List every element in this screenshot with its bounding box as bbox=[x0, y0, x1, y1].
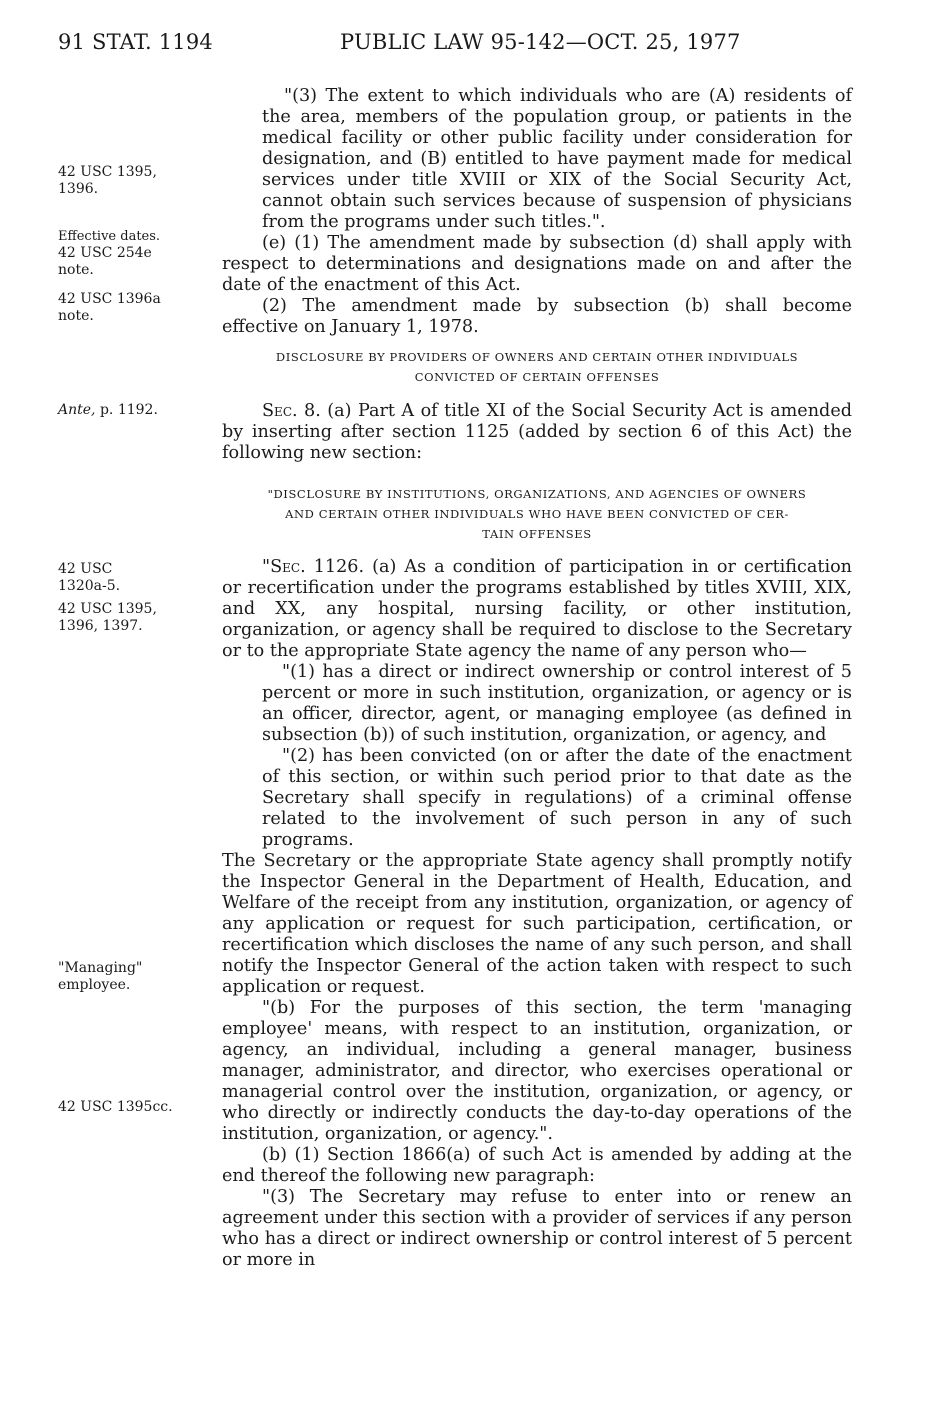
item-2: "(2) has been convicted (on or after the date of the enactment of this section, or within such period prior to that date as the Secretary shall specify in regulations) of a criminal offense related to the involvement of such person in any of such programs. bbox=[262, 746, 852, 850]
section-label: "Sec. bbox=[262, 557, 306, 577]
paragraph-3-extent: "(3) The extent to which individuals who are (A) residents of the area, members of the population group, or patients in the medical facility or other public facility under consideration for designation, and (B) entitled to have payment made for medical services under title XVIII or XIX of the Social Security Act, cannot obtain such services because of suspension of physicians from the programs under such titles.". bbox=[262, 86, 852, 232]
paragraph-b1: (b) (1) Section 1866(a) of such Act is amended by adding at the end thereof the following new paragraph: bbox=[222, 1145, 852, 1186]
margin-note-42usc254e bbox=[58, 245, 218, 279]
margin-note-ante-page: p. 1192. bbox=[95, 402, 158, 418]
margin-note-line: 42 USC 254e bbox=[58, 245, 152, 261]
margin-note-ante bbox=[58, 402, 218, 419]
margin-note-line: 42 USC 1395, bbox=[58, 601, 157, 617]
paragraph-e1: (e) (1) The amendment made by subsection (d) shall apply with respect to determinations and designations made on and after the date of the enactment of this Act. bbox=[222, 233, 852, 295]
body-block-1 bbox=[222, 86, 852, 338]
margin-note-line: note. bbox=[58, 308, 94, 324]
margin-note-line: 1396. bbox=[58, 181, 99, 197]
section-heading-disclosure bbox=[222, 347, 852, 387]
margin-note-42usc1320a5 bbox=[58, 561, 218, 595]
heading-line: TAIN OFFENSES bbox=[482, 527, 592, 541]
body-block-2 bbox=[222, 401, 852, 464]
section-text: 1126. (a) As a condition of participation in or certification or recertification under the programs established by titles XVIII, XIX, and XX, any hospital, nursing facility, or other institution, organization, or agency shall be required to disclose to the Secretary or to the appropriate State agency the name of any person who— bbox=[222, 557, 852, 661]
margin-note-42usc1395cc: 42 USC 1395cc. bbox=[58, 1099, 173, 1115]
margin-note-line: note. bbox=[58, 262, 94, 278]
heading-line: "DISCLOSURE BY INSTITUTIONS, ORGANIZATIONS, AND AGENCIES OF OWNERS bbox=[267, 487, 807, 501]
margin-note-ante-word: Ante, bbox=[58, 402, 96, 418]
heading-line: AND CERTAIN OTHER INDIVIDUALS WHO HAVE BEEN CONVICTED OF CER- bbox=[285, 507, 789, 521]
body-block-3 bbox=[222, 557, 852, 1271]
paragraph-3-refuse: "(3) The Secretary may refuse to enter into or renew an agreement under this section with a provider of services if any person who has a direct or indirect ownership or control interest of 5 percent or more in bbox=[222, 1187, 852, 1270]
margin-note-line: 1320a-5. bbox=[58, 578, 121, 594]
margin-note-42usc1395 bbox=[58, 164, 218, 198]
margin-note-line: employee. bbox=[58, 977, 131, 993]
section-label: Sec. 8. bbox=[262, 401, 321, 421]
running-header: PUBLIC LAW 95-142—OCT. 25, 1977 bbox=[340, 30, 741, 54]
heading-line: DISCLOSURE BY PROVIDERS OF OWNERS AND CERTAIN OTHER INDIVIDUALS bbox=[275, 350, 799, 364]
margin-note-line: "Managing" bbox=[58, 960, 143, 976]
item-1: "(1) has a direct or indirect ownership or control interest of 5 percent or more in such institution, organization, or agency or is an officer, director, agent, or managing employee (as defined in subsection (b)) of such institution, organization, or agency, and bbox=[262, 662, 852, 745]
heading-line: CONVICTED OF CERTAIN OFFENSES bbox=[414, 370, 660, 384]
paragraph-e2: (2) The amendment made by subsection (b) shall become effective on January 1, 1978. bbox=[222, 296, 852, 337]
margin-note-42usc1395-1397 bbox=[58, 601, 218, 635]
margin-note-line: 1396, 1397. bbox=[58, 618, 143, 634]
statute-page-number: 91 STAT. 1194 bbox=[58, 30, 213, 54]
paragraph-sec8 bbox=[222, 401, 852, 464]
paragraph-secretary-notify: The Secretary or the appropriate State agency shall promptly notify the Inspector General in the Department of Health, Education, and Welfare of the receipt from any institution, organization, or agency of any application or request for such participation, certification, or recertification which discloses the name of any such person, and shall notify the Inspector General of the action taken with respect to such application or request. bbox=[222, 851, 852, 997]
margin-note-line: 42 USC bbox=[58, 561, 113, 577]
paragraph-b-managing-employee: "(b) For the purposes of this section, the term 'managing employee' means, with respect to an institution, organization, or agency, an individual, including a general manager, business manager, administrator, and director, who exercises operational or managerial control over the institution, organization, or agency, or who directly or indirectly conducts the day-to-day operations of the institution, organization, or agency.". bbox=[222, 998, 852, 1144]
margin-note-line: 42 USC 1395, bbox=[58, 164, 157, 180]
margin-note-managing-employee bbox=[58, 960, 218, 994]
paragraph-sec1126a bbox=[222, 557, 852, 662]
margin-note-effective-dates: Effective dates. bbox=[58, 229, 161, 244]
section-heading-1126 bbox=[222, 484, 852, 544]
section-text: (a) Part A of title XI of the Social Security Act is amended by inserting after section 1125 (added by section 6 of this Act) the following new section: bbox=[222, 401, 852, 463]
margin-note-42usc1396a bbox=[58, 291, 218, 325]
margin-note-line: 42 USC 1396a bbox=[58, 291, 161, 307]
